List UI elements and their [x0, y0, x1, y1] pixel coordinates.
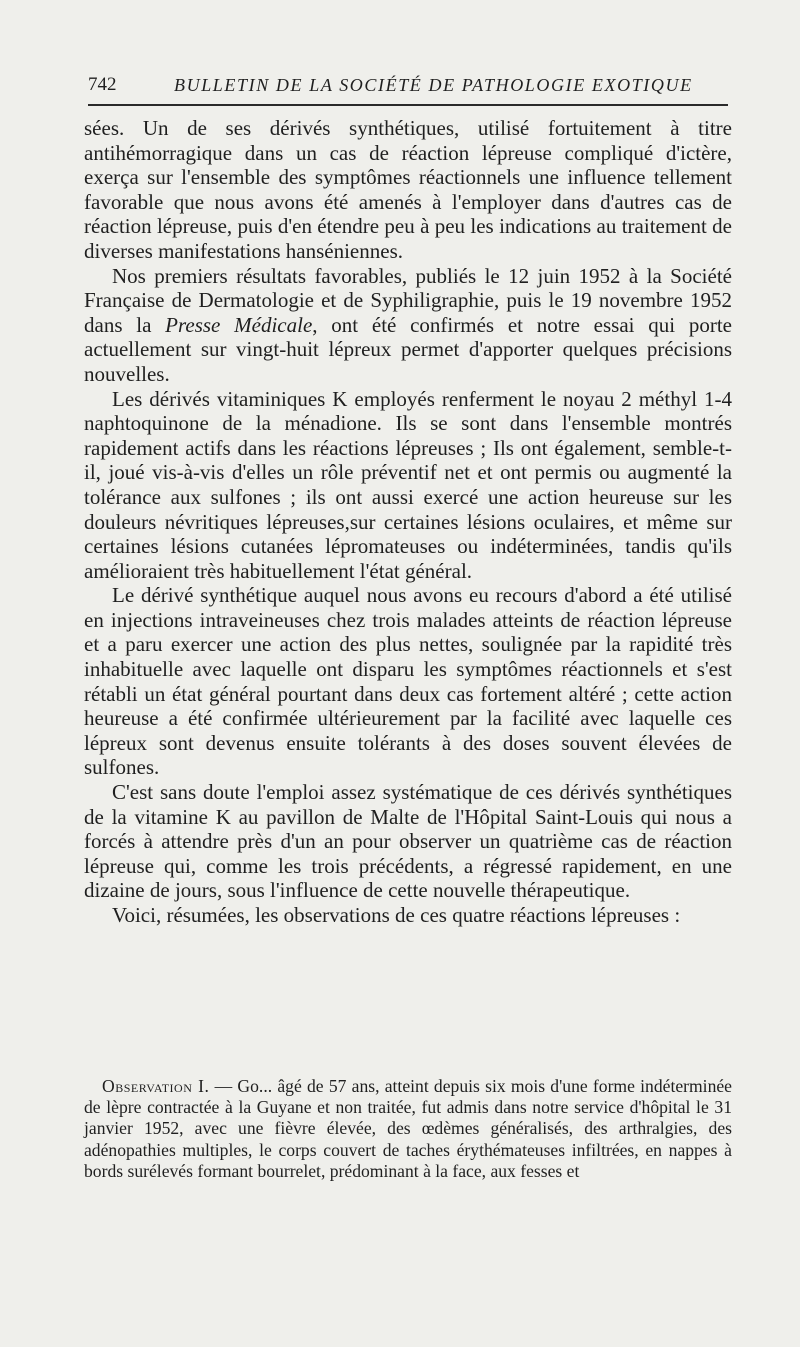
observation-text: — Go... âgé de 57 ans, atteint depuis six mois d'une forme indéterminée de lèpre contractée à la Guyane et non traitée, fut admis dans notre service d'hôpital le 31 janvier 1952, avec une fièvre élevée, des œdèmes généralisés, des arthralgies, des adénopathies multiples, le corps couvert de taches érythémateuses infiltrées, en nappes à bords surélevés formant bourrelet, prédominant à la face, aux fesses et [84, 1076, 732, 1181]
paragraph-2 [84, 264, 732, 387]
page-number: 742 [88, 74, 117, 95]
article-body [84, 116, 732, 928]
paragraph-3: Les dérivés vitaminiques K employés renferment le noyau 2 méthyl 1-4 naphtoquinone de la ménadione. Ils se sont dans l'ensemble montrés rapidement actifs dans les réactions lépreuses ; Ils ont également, semble-t-il, joué vis-à-vis d'elles un rôle préventif net et ont permis ou augmenté la tolérance aux sulfones ; ils ont aussi exercé une action heureuse sur les douleurs névritiques lépreuses,sur certaines lésions oculaires, et même sur certaines lésions cutanées lépromateuses ou indéterminées, tandis qu'ils amélioraient très habituellement l'état général. [84, 386, 732, 583]
paragraph-2-end: , ont été confirmés et notre essai qui porte actuellement sur vingt-huit lépreux permet d'apporter quelques précisions nouvelles. [84, 312, 732, 386]
paragraph-1: sées. Un de ses dérivés synthétiques, utilisé fortuitement à titre antihémorragique dans un cas de réaction lépreuse compliqué d'ictère, exerça sur l'ensemble des symptômes réactionnels une influence tellement favorable que nous avons été amenés à l'employer dans d'autres cas de réaction lépreuse, puis d'en étendre peu à peu les indications au traitement de diverses manifestations hanséniennes. [84, 116, 732, 263]
paragraph-5: C'est sans doute l'emploi assez systématique de ces dérivés synthétiques de la vitamine K au pavillon de Malte de l'Hôpital Saint-Louis qui nous a forcés à attendre près d'un an pour observer un quatrième cas de réaction lépreuse qui, comme les trois précédents, a régressé rapidement, en une dizaine de jours, sous l'influence de cette nouvelle thérapeutique. [84, 780, 732, 903]
paragraph-4: Le dérivé synthétique auquel nous avons eu recours d'abord a été utilisé en injections intraveineuses chez trois malades atteints de réaction lépreuse et a paru exercer une action des plus nettes, soulignée par la rapidité très inhabituelle avec laquelle ont disparu les symptômes réactionnels et s'est rétabli un état général pourtant dans deux cas fortement altéré ; cette action heureuse a été confirmée ultérieurement par la facilité avec laquelle ces lépreux sont devenus ensuite tolérants à des doses souvent élevées de sulfones. [84, 583, 732, 780]
journal-name: Presse Médicale [165, 312, 313, 337]
observation-label: Observation I. [102, 1076, 210, 1096]
paragraph-2-start: Nos premiers résultats favorables, publiés le 12 juin 1952 à la Société Française de Dermatologie et de Syphiligraphie, puis le 19 novembre 1952 dans la [84, 263, 732, 337]
running-title: BULLETIN DE LA SOCIÉTÉ DE PATHOLOGIE EXOTIQUE [174, 75, 693, 95]
page-header [88, 74, 728, 106]
paragraph-6: Voici, résumées, les observations de ces quatre réactions lépreuses : [112, 903, 681, 927]
observation-1 [84, 1076, 732, 1182]
